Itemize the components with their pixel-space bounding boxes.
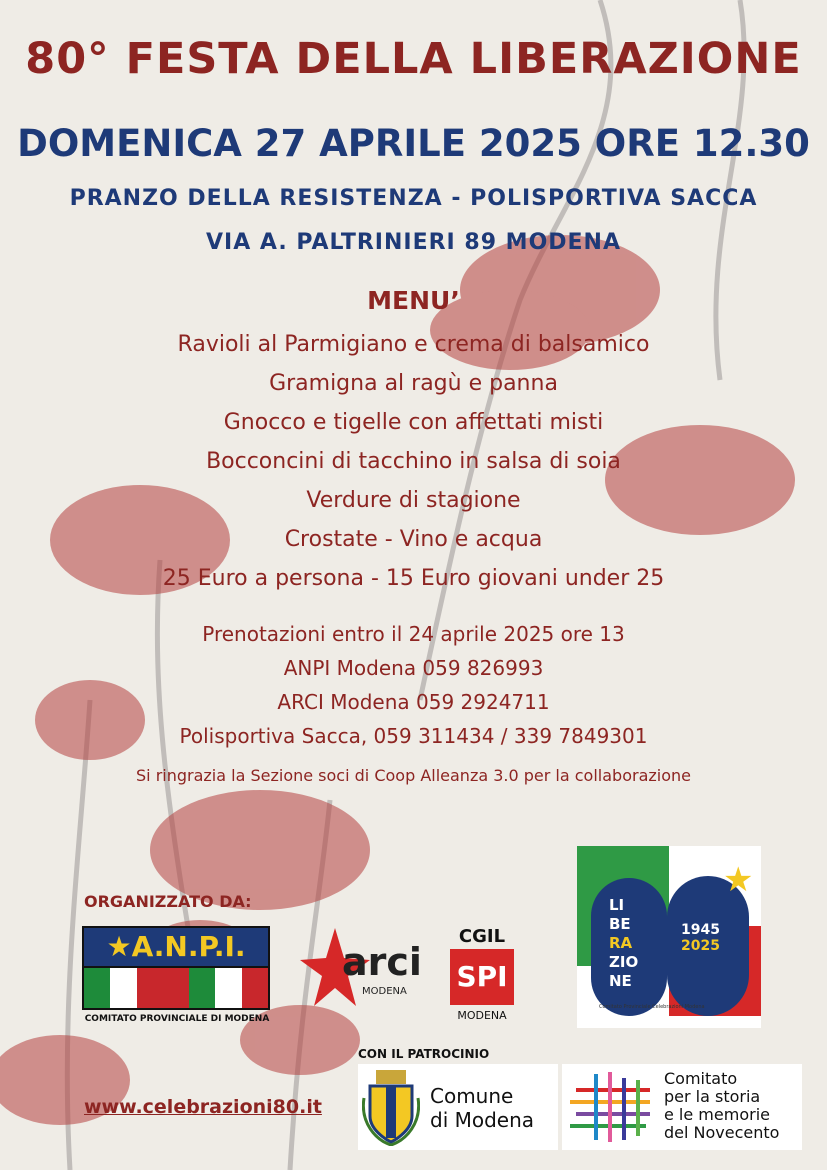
star-icon: ★ [106, 930, 132, 963]
event-subtitle: PRANZO DELLA RESISTENZA - POLISPORTIVA SACCA [69, 186, 758, 211]
anpi-caption: COMITATO PROVINCIALE DI MODENA [84, 1014, 270, 1024]
comitato-line: e le memorie [664, 1105, 770, 1124]
logo-text: RA [609, 934, 633, 952]
comune-city: di Modena [430, 1108, 535, 1132]
thanks-note: Si ringrazia la Sezione soci di Coop Alleanza 3.0 per la collaborazione [136, 766, 691, 785]
spi-label: SPI [450, 949, 514, 1005]
comune-name: Comune [430, 1084, 514, 1108]
liberazione-80-logo [577, 846, 761, 1028]
event-date: DOMENICA 27 APRILE 2025 ORE 12.30 [17, 122, 810, 165]
menu-price: 25 Euro a persona - 15 Euro giovani under 25 [162, 566, 665, 591]
event-address: VIA A. PALTRINIERI 89 MODENA [206, 230, 621, 255]
patronage-label: CON IL PATROCINIO [358, 1047, 490, 1061]
menu-item: Verdure di stagione [306, 488, 521, 513]
menu-item: Ravioli al Parmigiano e crema di balsamico [177, 332, 650, 357]
booking-contact: ANPI Modena 059 826993 [283, 656, 544, 680]
comitato-line: per la storia [664, 1087, 761, 1106]
booking-deadline: Prenotazioni entro il 24 aprile 2025 ore 13 [202, 622, 625, 646]
menu-item: Crostate - Vino e acqua [284, 527, 543, 552]
cgil-label: CGIL [458, 926, 506, 947]
menu-heading: MENU’ [367, 286, 460, 315]
logo-text: LI [609, 896, 625, 914]
coat-of-arms-icon [362, 1068, 420, 1146]
anpi-logo [82, 926, 270, 1010]
cgil-spi-logo [450, 926, 514, 1030]
logo-text: BE [609, 915, 631, 933]
event-title: 80° FESTA DELLA LIBERAZIONE [25, 34, 802, 84]
arci-logo [300, 926, 420, 1010]
website-link[interactable]: www.celebrazioni80.it [84, 1096, 322, 1118]
comitato-novecento-logo [562, 1064, 802, 1150]
logo-caption: Comitato Provinciale Celebrazioni Modena [599, 1004, 705, 1010]
booking-contact: ARCI Modena 059 2924711 [277, 690, 550, 714]
booking-contact: Polisportiva Sacca, 059 311434 / 339 7849301 [179, 724, 648, 748]
woven-grid-icon [566, 1070, 656, 1144]
menu-item: Gnocco e tigelle con affettati misti [223, 410, 604, 435]
logo-years: 1945 2025 [681, 922, 720, 954]
anpi-name: A.N.P.I. [131, 930, 246, 963]
comitato-line: del Novecento [664, 1123, 780, 1142]
arci-city: MODENA [362, 986, 407, 997]
menu-item: Bocconcini di tacchino in salsa di soia [206, 449, 621, 474]
arci-name: arci [342, 940, 422, 984]
menu-item: Gramigna al ragù e panna [269, 371, 558, 396]
organized-by-label: ORGANIZZATO DA: [84, 892, 252, 911]
cgil-city: MODENA [457, 1009, 507, 1022]
logo-text: ZIO [609, 953, 639, 971]
comitato-line: Comitato [664, 1069, 738, 1088]
logo-text: NE [609, 972, 632, 990]
star-icon: ★ [723, 860, 754, 900]
comune-modena-logo [358, 1064, 558, 1150]
